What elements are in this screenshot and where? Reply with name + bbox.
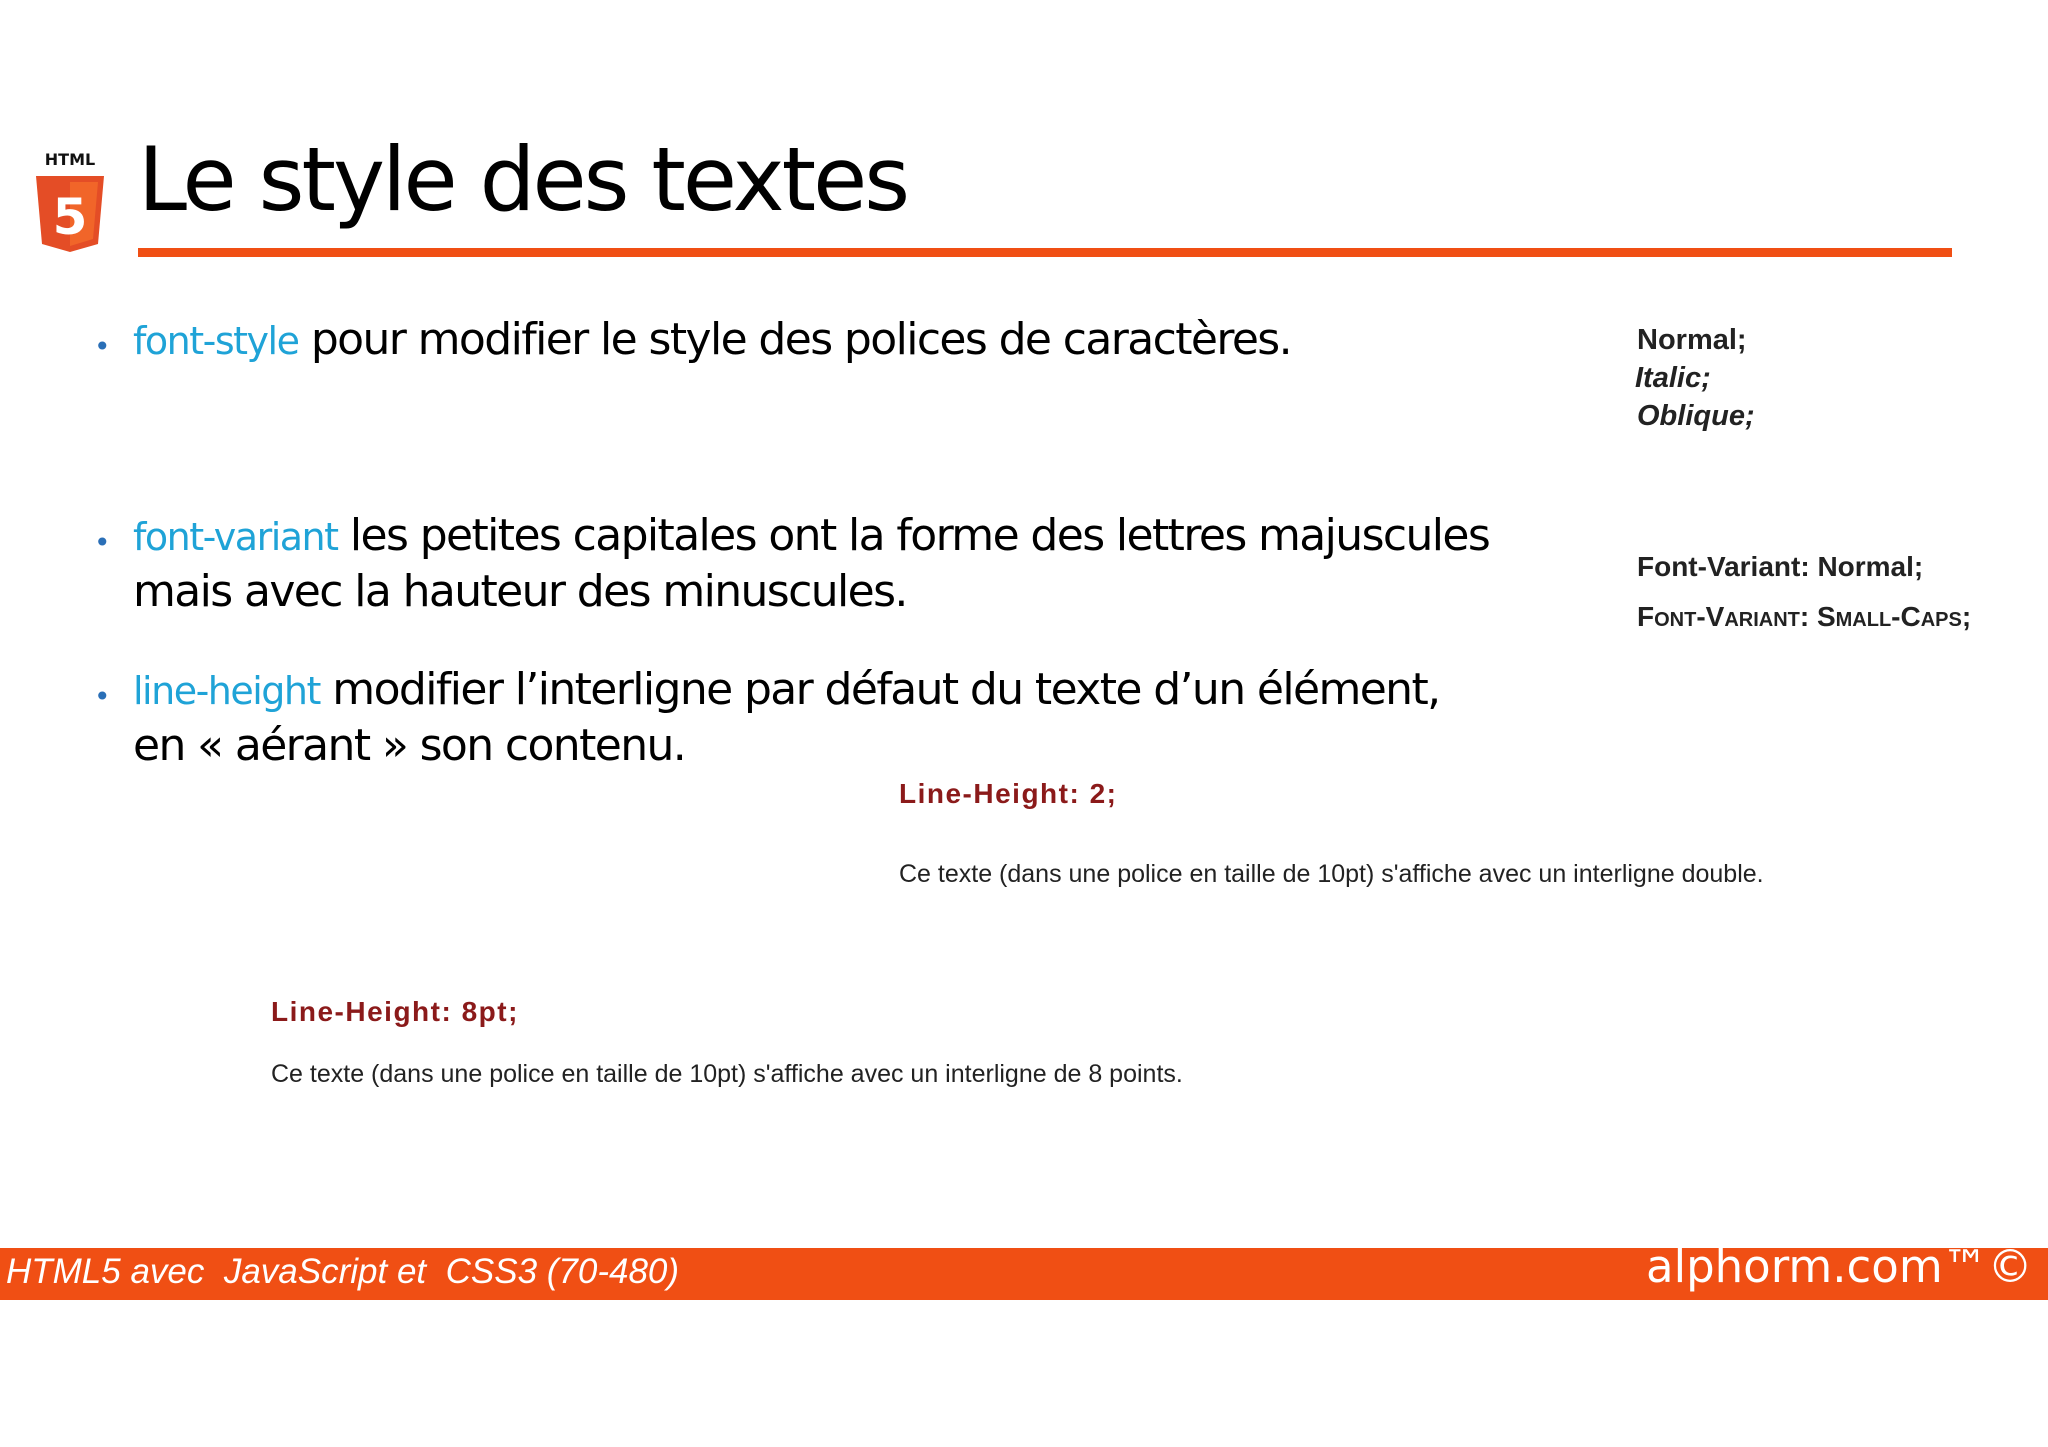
bullet-font-style	[133, 314, 1292, 365]
bullet-text-line2: en « aérant » son contenu.	[133, 720, 686, 771]
html5-shield-icon	[36, 176, 104, 252]
bullet-dot: •	[94, 526, 111, 559]
keyword-line-height: line-height	[133, 669, 320, 713]
slide-title: Le style des textes	[138, 128, 908, 231]
example-line-height-2-text: Ce texte (dans une police en taille de 10pt) s'affiche avec un interligne double.	[899, 860, 1764, 888]
bullet-font-variant	[133, 510, 1490, 561]
title-underline	[138, 248, 1952, 257]
bullet-line-height	[133, 664, 1440, 715]
html5-logo	[34, 150, 106, 250]
bullet-dot: •	[94, 680, 111, 713]
bullet-dot: •	[94, 330, 111, 363]
bullet-text: modifier l’interligne par défaut du texte d’un élément,	[319, 664, 1440, 715]
bullet-text: les petites capitales ont la forme des lettres majuscules	[337, 510, 1490, 561]
footer-brand: alphorm.com™©	[1646, 1240, 2033, 1293]
keyword-font-variant: font-variant	[133, 515, 338, 559]
example-normal: Normal;	[1637, 324, 1747, 356]
bullet-text: pour modifier le style des polices de caractères.	[298, 314, 1292, 365]
bullet-text-line2: mais avec la hauteur des minuscules.	[133, 566, 907, 617]
footer-course-title: HTML5 avec JavaScript et CSS3 (70-480)	[6, 1252, 680, 1291]
example-italic: Italic;	[1635, 362, 1711, 394]
example-oblique: Oblique;	[1637, 400, 1755, 432]
logo-word: HTML	[44, 150, 96, 169]
example-line-height-2-label: Line-Height: 2;	[899, 778, 1118, 809]
example-line-height-8pt-label: Line-Height: 8pt;	[271, 996, 519, 1027]
example-line-height-8pt-text: Ce texte (dans une police en taille de 10pt) s'affiche avec un interligne de 8 points.	[271, 1060, 1183, 1088]
logo-number: 5	[52, 188, 88, 246]
keyword-font-style: font-style	[133, 319, 299, 363]
example-font-variant-normal: Font-Variant: Normal;	[1637, 551, 1924, 582]
example-font-variant-small-caps: Font-Variant: Small-Caps;	[1637, 601, 1972, 632]
